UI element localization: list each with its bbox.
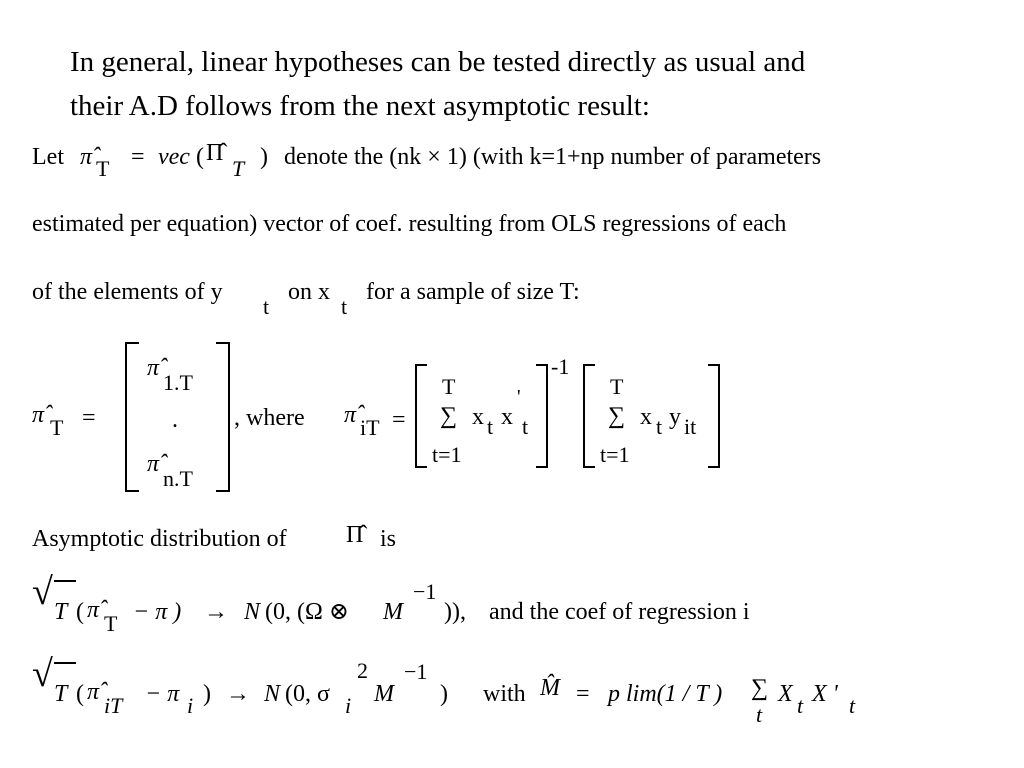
eq2-pi-hat: π̂ [87, 679, 100, 705]
eq2-n: N [264, 681, 281, 707]
eq2-exp: −1 [404, 659, 428, 684]
eq1-t: T [54, 599, 68, 625]
matrix-top-pi: π̂ [147, 355, 160, 381]
eq1-sqrt-bar [54, 580, 76, 582]
definition-equals: = [131, 144, 145, 170]
intro-paragraph [70, 40, 805, 128]
eq1-pi-hat: π̂ [87, 597, 100, 623]
definition-vec: vec [158, 144, 190, 170]
eq1-n: N [244, 599, 261, 625]
matrix-eq2: = [392, 407, 406, 433]
eq2-minus: − π [145, 681, 180, 707]
asymptotic-heading: Asymptotic distribution of [32, 526, 287, 552]
eq1-open: ( [76, 599, 84, 625]
eq2-sum-sub: t [756, 702, 763, 727]
matrix-middle-dot: . [172, 407, 178, 433]
definition-line-3-sub-t1: t [263, 294, 270, 319]
eq1-m: M [383, 599, 403, 625]
matrix-lhs-equals: = [82, 405, 96, 431]
matrix-left-bracket [125, 342, 139, 492]
sum2-lower: t=1 [600, 442, 630, 467]
definition-line-3c: for a sample of size T: [366, 279, 580, 305]
eq2-args: (0, σ [285, 681, 330, 707]
definition-line-2: estimated per equation) vector of coef. resulting from OLS regressions of each [32, 211, 787, 237]
sum1-x2: x [501, 404, 513, 430]
eq1-minus-pi: − π ) [133, 599, 182, 625]
asymptotic-is: is [380, 526, 397, 552]
eq2-eq: = [576, 681, 590, 707]
asymptotic-pi-hat: Π̂ [346, 522, 364, 548]
definition-pi-hat: π̂ [80, 144, 93, 170]
definition-line-3-sub-t2: t [341, 294, 348, 319]
sum2-it: it [684, 414, 697, 439]
sum2-left-bracket [583, 364, 595, 468]
eq2-sqrt: √ [32, 653, 53, 695]
eq2-x1-sub: t [797, 693, 804, 718]
definition-pi-capital-hat: Π̂ [206, 140, 224, 166]
matrix-pi-i-sub: iT [360, 415, 380, 440]
eq2-sqrt-bar [54, 662, 76, 664]
matrix-bottom-sub: n.T [163, 466, 193, 491]
sum1-lower: t=1 [432, 442, 462, 467]
eq2-m-hat: M̂ [540, 675, 560, 701]
sum2-right-bracket [708, 364, 720, 468]
sum2-y: y [669, 404, 681, 430]
matrix-where: , where [234, 405, 305, 431]
eq2-t: T [54, 681, 68, 707]
sum1-prime: ' [517, 386, 521, 408]
definition-pi-capital-sub: T [232, 156, 245, 181]
eq2-x2: X ' [812, 681, 838, 707]
eq1-args: (0, (Ω ⊗ [265, 599, 349, 625]
eq2-sum: ∑ [751, 675, 769, 701]
eq1-exp: −1 [413, 579, 437, 604]
intro-line-1: In general, linear hypotheses can be tested directly as usual and [70, 46, 806, 78]
eq1-arrow: → [204, 599, 228, 625]
eq2-m: M [374, 681, 394, 707]
definition-text-1: denote the (nk × 1) (with k=1+np number of parameters [284, 144, 822, 170]
sum1-t2: t [522, 414, 529, 439]
sum1-right-bracket [536, 364, 548, 468]
sum1-sigma: ∑ [440, 403, 458, 429]
sum1-x1: x [472, 404, 484, 430]
eq2-plim: p lim(1 / T ) [608, 681, 723, 707]
sum1-t1: t [487, 414, 494, 439]
eq2-sub: iT [104, 693, 123, 718]
sum2-t: t [656, 414, 663, 439]
eq2-open: ( [76, 681, 84, 707]
definition-open-paren: ( [196, 144, 204, 170]
definition-close-paren: ) [260, 144, 268, 170]
eq2-x2-sub: t [849, 693, 856, 718]
sum1-upper: T [442, 374, 456, 399]
eq2-sigma-sup: 2 [357, 658, 368, 683]
eq2-x1: X [778, 681, 793, 707]
sum2-x: x [640, 404, 652, 430]
eq1-tail: and the coef of regression i [489, 599, 750, 625]
eq2-with: with [483, 681, 526, 707]
matrix-lhs-sub: T [50, 415, 64, 440]
eq2-close: ) [440, 681, 448, 707]
eq2-sigma-sub: i [345, 693, 352, 718]
eq2-close-paren: ) [203, 681, 211, 707]
definition-pi-sub-t: T [96, 156, 110, 181]
matrix-right-bracket [216, 342, 230, 492]
sum1-left-bracket [415, 364, 427, 468]
eq2-sub-i: i [187, 693, 194, 718]
sum2-sigma: ∑ [608, 403, 626, 429]
inverse-exponent: -1 [551, 354, 570, 379]
matrix-bottom-pi: π̂ [147, 451, 160, 477]
matrix-pi-i: π̂ [344, 402, 357, 428]
definition-let: Let [32, 144, 64, 170]
eq1-close: )), [444, 599, 466, 625]
eq1-sub: T [104, 611, 118, 636]
definition-line-3b: on x [288, 279, 330, 305]
definition-line-3a: of the elements of y [32, 279, 223, 305]
matrix-lhs-pi: π̂ [32, 402, 45, 428]
eq2-arrow: → [226, 681, 250, 707]
eq1-sqrt: √ [32, 571, 53, 613]
matrix-top-sub: 1.T [163, 370, 193, 395]
sum2-upper: T [610, 374, 624, 399]
intro-line-2: their A.D follows from the next asymptotic result: [70, 90, 650, 122]
